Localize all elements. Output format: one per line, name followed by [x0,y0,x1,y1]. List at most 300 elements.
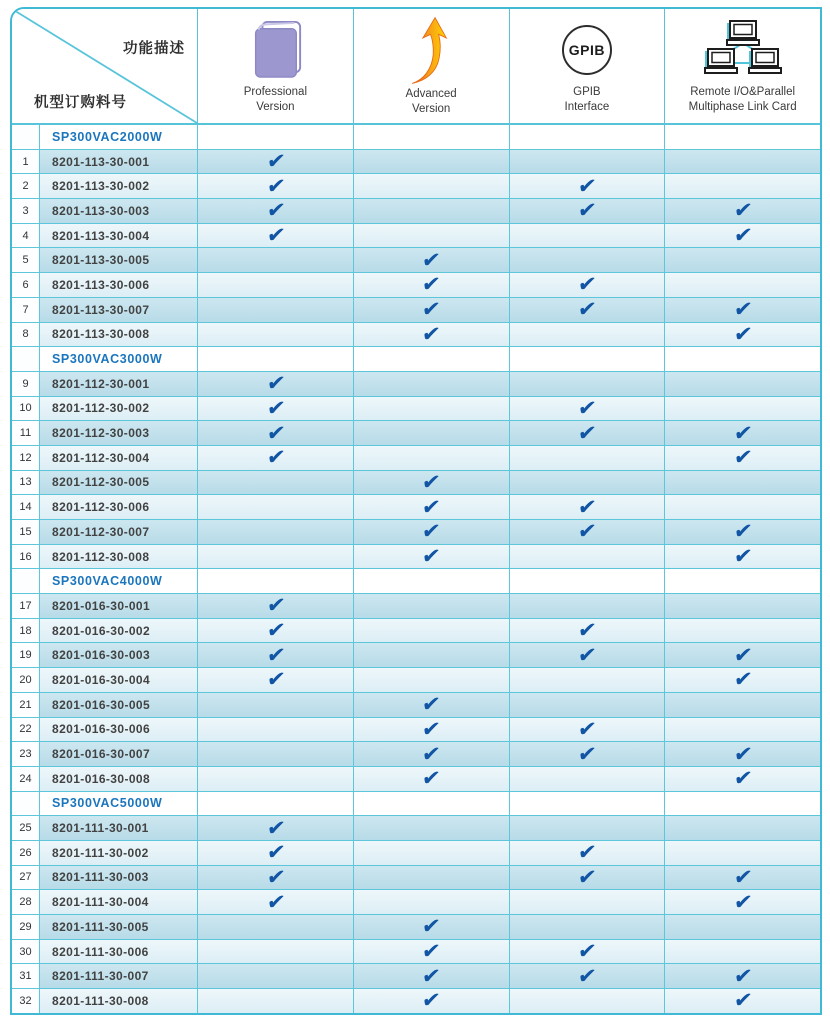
part-number-cell [40,224,198,248]
check-mark: ✔ [732,766,754,791]
feature-cell-advanced [354,446,510,470]
part-number-cell [40,989,198,1013]
check-mark: ✔ [576,519,598,544]
part-number: 8201-016-30-005 [52,697,151,712]
feature-cell-advanced [354,693,510,717]
part-number-cell [40,619,198,643]
row-number: 23 [19,748,32,761]
part-number-cell [40,471,198,495]
row-number-cell [12,273,40,297]
model-name-cell [40,792,198,816]
feature-cell-gpib [510,619,666,643]
row-number: 7 [22,303,29,316]
check-mark: ✔ [420,272,442,297]
feature-cell-professional [198,594,354,618]
part-number-row [12,840,820,865]
check-mark: ✔ [420,914,442,939]
part-number-row [12,198,820,223]
part-number-row [12,396,820,421]
check-mark: ✔ [420,766,442,791]
check-mark: ✔ [732,889,754,914]
column-label: Remote I/O&Parallel Multiphase Link Card [688,86,797,114]
row-number-cell [12,841,40,865]
row-number: 4 [22,229,29,242]
row-number-cell [12,150,40,174]
feature-cell-gpib [510,742,666,766]
part-number: 8201-112-30-002 [52,401,150,416]
part-number: 8201-111-30-001 [52,821,149,836]
row-number: 27 [19,871,32,884]
row-number: 15 [19,525,32,538]
feature-cell-advanced [354,866,510,890]
part-number: 8201-113-30-005 [52,253,150,268]
row-number: 1 [22,155,29,168]
check-mark: ✔ [732,519,754,544]
part-number-cell [40,890,198,914]
row-number-cell [12,767,40,791]
column-label: GPIB Interface [564,86,610,114]
check-mark: ✔ [420,321,442,346]
feature-cell-gpib [510,174,666,198]
check-mark: ✔ [264,593,286,618]
feature-cell-professional [198,323,354,347]
feature-cell-gpib [510,866,666,890]
feature-cell-remote [665,619,820,643]
feature-cell-advanced [354,718,510,742]
check-mark: ✔ [732,864,754,889]
row-number-cell [12,323,40,347]
check-mark: ✔ [264,840,286,865]
feature-cell-remote [665,495,820,519]
feature-cell-remote [665,224,820,248]
row-number-cell [12,199,40,223]
feature-cell-professional [198,792,354,816]
feature-cell-advanced [354,940,510,964]
feature-cell-advanced [354,841,510,865]
feature-cell-professional [198,125,354,149]
part-number-row [12,322,820,347]
feature-cell-advanced [354,989,510,1013]
column-label: Professional Version [243,86,308,114]
feature-cell-advanced [354,668,510,692]
part-number-row [12,642,820,667]
part-number-cell [40,693,198,717]
feature-cell-gpib [510,594,666,618]
part-number: 8201-111-30-006 [52,944,149,959]
model-group-row [12,346,820,371]
feature-cell-gpib [510,125,666,149]
part-number: 8201-112-30-004 [52,450,150,465]
check-mark: ✔ [420,469,442,494]
row-number-cell [12,594,40,618]
row-number: 16 [19,550,32,563]
part-number-row [12,667,820,692]
check-mark: ✔ [264,667,286,692]
part-number-cell [40,718,198,742]
feature-cell-gpib [510,471,666,495]
feature-cell-gpib [510,964,666,988]
row-number-cell [12,915,40,939]
part-number: 8201-112-30-007 [52,524,150,539]
part-number-row [12,815,820,840]
check-mark: ✔ [732,963,754,988]
row-number-cell [12,693,40,717]
check-mark: ✔ [264,642,286,667]
feature-cell-professional [198,866,354,890]
part-number: 8201-111-30-008 [52,993,149,1008]
check-mark: ✔ [576,272,598,297]
model-name: SP300VAC2000W [52,129,163,144]
feature-cell-gpib [510,668,666,692]
row-number-cell [12,668,40,692]
check-mark: ✔ [576,395,598,420]
part-number-cell [40,940,198,964]
feature-cell-advanced [354,397,510,421]
check-mark: ✔ [420,247,442,272]
check-mark: ✔ [576,741,598,766]
feature-cell-advanced [354,643,510,667]
row-number: 9 [22,377,29,390]
check-mark: ✔ [264,889,286,914]
feature-cell-remote [665,174,820,198]
row-number-cell [12,347,40,371]
feature-cell-remote [665,718,820,742]
feature-cell-remote [665,668,820,692]
column-header-remote-link-card [665,9,820,123]
feature-cell-gpib [510,150,666,174]
part-number-row [12,717,820,742]
feature-cell-gpib [510,495,666,519]
part-number: 8201-113-30-002 [52,179,150,194]
row-number: 13 [19,476,32,489]
column-label: Advanced Version [405,88,457,115]
part-number-row [12,519,820,544]
row-number-cell [12,224,40,248]
part-number-cell [40,446,198,470]
row-number-cell [12,174,40,198]
row-number-cell [12,866,40,890]
part-number: 8201-113-30-006 [52,277,150,292]
feature-cell-professional [198,569,354,593]
row-number: 3 [22,204,29,217]
part-number-cell [40,668,198,692]
feature-cell-professional [198,224,354,248]
feature-cell-remote [665,347,820,371]
check-mark: ✔ [420,939,442,964]
diagonal-header-cell [12,9,198,123]
check-mark: ✔ [732,321,754,346]
feature-cell-remote [665,520,820,544]
part-number-cell [40,767,198,791]
feature-cell-remote [665,816,820,840]
feature-cell-remote [665,940,820,964]
check-mark: ✔ [732,420,754,445]
feature-cell-gpib [510,224,666,248]
feature-cell-gpib [510,199,666,223]
feature-cell-advanced [354,199,510,223]
feature-cell-remote [665,866,820,890]
part-number-cell [40,150,198,174]
feature-cell-professional [198,347,354,371]
check-mark: ✔ [264,420,286,445]
part-number-row [12,272,820,297]
row-number-cell [12,940,40,964]
part-number-cell [40,594,198,618]
part-number-cell [40,866,198,890]
part-number-row [12,445,820,470]
row-number: 30 [19,945,32,958]
check-mark: ✔ [732,445,754,470]
check-mark: ✔ [420,692,442,717]
feature-cell-advanced [354,323,510,347]
part-number-row [12,494,820,519]
part-number-cell [40,323,198,347]
feature-cell-advanced [354,273,510,297]
part-number-cell [40,421,198,445]
feature-cell-remote [665,421,820,445]
part-number-row [12,297,820,322]
feature-cell-remote [665,643,820,667]
row-number-cell [12,742,40,766]
part-number-row [12,914,820,939]
feature-cell-advanced [354,421,510,445]
part-number-row [12,149,820,174]
model-group-row [12,791,820,816]
part-number-cell [40,273,198,297]
check-mark: ✔ [264,864,286,889]
model-order-number-label: 机型订购料号 [34,95,127,111]
part-number-cell [40,545,198,569]
feature-cell-gpib [510,940,666,964]
model-name-cell [40,347,198,371]
gpib-badge-text: GPIB [568,42,605,59]
check-mark: ✔ [420,963,442,988]
feature-cell-advanced [354,816,510,840]
check-mark: ✔ [576,173,598,198]
check-mark: ✔ [732,642,754,667]
part-number: 8201-111-30-007 [52,969,149,984]
check-mark: ✔ [420,741,442,766]
part-number-row [12,766,820,791]
feature-cell-remote [665,150,820,174]
row-number: 25 [19,822,32,835]
check-mark: ✔ [732,741,754,766]
model-name: SP300VAC4000W [52,574,163,589]
row-number: 31 [19,970,32,983]
row-number-cell [12,964,40,988]
row-number: 14 [19,501,32,514]
feature-cell-remote [665,767,820,791]
part-number-row [12,544,820,569]
feature-cell-advanced [354,495,510,519]
row-number: 24 [19,772,32,785]
check-mark: ✔ [264,618,286,643]
check-mark: ✔ [576,716,598,741]
feature-cell-gpib [510,890,666,914]
part-number-row [12,741,820,766]
check-mark: ✔ [264,815,286,840]
row-number: 10 [19,402,32,415]
part-number: 8201-016-30-002 [52,623,151,638]
row-number: 6 [22,278,29,291]
part-number-cell [40,520,198,544]
feature-cell-gpib [510,792,666,816]
feature-cell-gpib [510,915,666,939]
feature-cell-gpib [510,693,666,717]
feature-cell-professional [198,199,354,223]
column-header-advanced-version [354,9,510,123]
feature-cell-professional [198,545,354,569]
feature-cell-professional [198,890,354,914]
check-mark: ✔ [576,420,598,445]
row-number-cell [12,718,40,742]
check-mark: ✔ [576,963,598,988]
row-number: 21 [19,698,32,711]
row-number: 20 [19,673,32,686]
feature-cell-remote [665,125,820,149]
feature-cell-remote [665,372,820,396]
feature-cell-remote [665,841,820,865]
check-mark: ✔ [420,519,442,544]
part-number-row [12,865,820,890]
feature-cell-remote [665,890,820,914]
feature-cell-advanced [354,471,510,495]
check-mark: ✔ [264,198,286,223]
part-number-row [12,371,820,396]
part-number-cell [40,372,198,396]
row-number: 5 [22,254,29,267]
book-icon [246,15,304,85]
row-number: 18 [19,624,32,637]
feature-cell-professional [198,273,354,297]
feature-cell-remote [665,964,820,988]
part-number-row [12,988,820,1013]
check-mark: ✔ [576,618,598,643]
feature-cell-professional [198,495,354,519]
feature-cell-advanced [354,890,510,914]
check-mark: ✔ [264,149,286,174]
row-number-cell [12,989,40,1013]
feature-cell-professional [198,940,354,964]
row-number-cell [12,298,40,322]
part-number: 8201-113-30-004 [52,228,150,243]
feature-cell-remote [665,248,820,272]
feature-cell-professional [198,964,354,988]
check-mark: ✔ [732,198,754,223]
feature-cell-gpib [510,520,666,544]
feature-cell-professional [198,248,354,272]
check-mark: ✔ [264,445,286,470]
check-mark: ✔ [732,988,754,1013]
feature-cell-remote [665,569,820,593]
part-number: 8201-016-30-004 [52,672,151,687]
feature-cell-remote [665,397,820,421]
check-mark: ✔ [732,667,754,692]
row-number-cell [12,569,40,593]
feature-cell-gpib [510,767,666,791]
check-mark: ✔ [576,864,598,889]
part-number: 8201-016-30-006 [52,722,151,737]
feature-cell-remote [665,298,820,322]
part-number: 8201-112-30-003 [52,426,150,441]
feature-cell-advanced [354,224,510,248]
feature-cell-advanced [354,520,510,544]
feature-cell-professional [198,298,354,322]
feature-cell-advanced [354,964,510,988]
row-number: 2 [22,180,29,193]
check-mark: ✔ [576,198,598,223]
feature-cell-remote [665,199,820,223]
part-number: 8201-016-30-001 [52,598,151,613]
feature-cell-remote [665,594,820,618]
check-mark: ✔ [732,223,754,248]
part-number: 8201-016-30-008 [52,771,151,786]
row-number: 8 [22,328,29,341]
check-mark: ✔ [732,544,754,569]
row-number-cell [12,446,40,470]
feature-cell-gpib [510,545,666,569]
feature-cell-professional [198,150,354,174]
part-number: 8201-111-30-005 [52,919,149,934]
row-number-cell [12,520,40,544]
part-number-row [12,223,820,248]
part-number: 8201-113-30-007 [52,302,150,317]
part-number: 8201-016-30-007 [52,747,151,762]
part-number: 8201-111-30-004 [52,895,149,910]
feature-cell-remote [665,545,820,569]
row-number-cell [12,792,40,816]
part-number-cell [40,248,198,272]
check-mark: ✔ [576,939,598,964]
part-number: 8201-113-30-003 [52,203,150,218]
feature-cell-professional [198,742,354,766]
part-number-cell [40,298,198,322]
row-number: 22 [19,723,32,736]
column-header-professional-version [198,9,354,123]
feature-cell-professional [198,841,354,865]
part-number-cell [40,174,198,198]
feature-cell-advanced [354,545,510,569]
part-number: 8201-112-30-001 [52,376,150,391]
model-name-cell [40,125,198,149]
part-number: 8201-113-30-001 [52,154,150,169]
row-number-cell [12,816,40,840]
part-number-row [12,420,820,445]
feature-cell-gpib [510,421,666,445]
feature-cell-advanced [354,915,510,939]
feature-cell-advanced [354,347,510,371]
row-number-cell [12,495,40,519]
feature-cell-gpib [510,397,666,421]
part-number-cell [40,643,198,667]
check-mark: ✔ [264,395,286,420]
model-name-cell [40,569,198,593]
feature-cell-professional [198,643,354,667]
feature-cell-advanced [354,792,510,816]
part-number-row [12,173,820,198]
row-number-cell [12,125,40,149]
check-mark: ✔ [576,297,598,322]
check-mark: ✔ [420,544,442,569]
table-body [12,125,820,1013]
feature-cell-remote [665,273,820,297]
feature-cell-remote [665,792,820,816]
feature-cell-professional [198,816,354,840]
row-number: 32 [19,994,32,1007]
feature-cell-remote [665,693,820,717]
part-number-cell [40,841,198,865]
feature-cell-professional [198,520,354,544]
